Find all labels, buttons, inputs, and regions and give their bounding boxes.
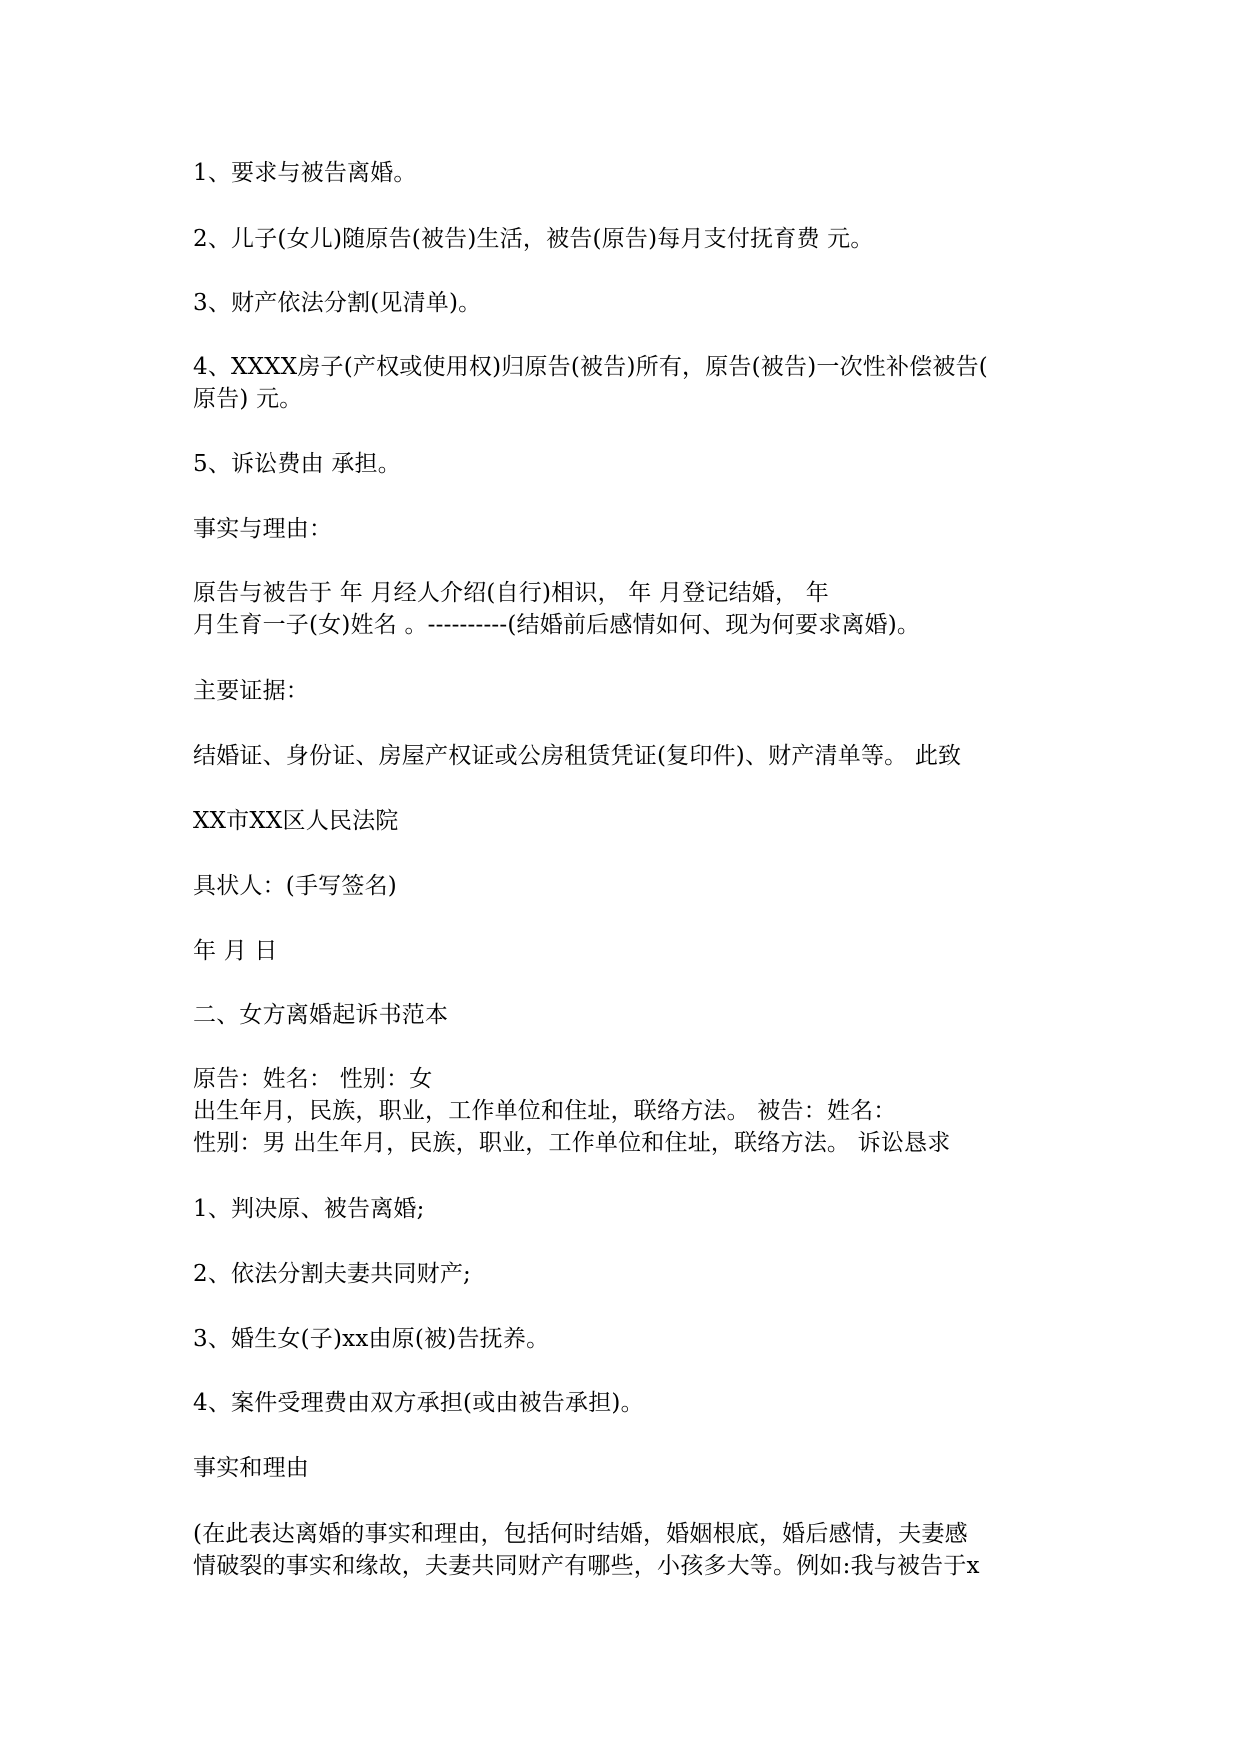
section-heading-evidence: 主要证据： bbox=[193, 678, 309, 704]
plaintiff-info-line-1: 原告：姓名： 性别：女 bbox=[193, 1066, 433, 1092]
claim-item-4-continued: 原告) 元。 bbox=[193, 386, 303, 412]
claim-item-5: 5、诉讼费由 承担。 bbox=[193, 451, 401, 477]
claim-item-3: 3、财产依法分割(见清单)。 bbox=[193, 290, 482, 316]
court-name: XX市XX区人民法院 bbox=[193, 808, 399, 834]
plaintiff-info-line-2: 出生年月，民族，职业，工作单位和住址，联络方法。 被告：姓名： bbox=[193, 1098, 897, 1124]
request-item-2: 2、依法分割夫妻共同财产; bbox=[193, 1261, 471, 1287]
claim-item-2: 2、儿子(女儿)随原告(被告)生活，被告(原告)每月支付抚育费 元。 bbox=[193, 226, 874, 252]
claim-item-4: 4、XXXX房子(产权或使用权)归原告(被告)所有，原告(被告)一次性补偿被告( bbox=[193, 354, 988, 380]
facts-paragraph-line-1: 原告与被告于 年 月经人介绍(自行)相识， 年 月登记结婚， 年 bbox=[193, 580, 829, 606]
section-heading-facts: 事实与理由： bbox=[193, 516, 333, 542]
request-item-3: 3、婚生女(子)xx由原(被)告抚养。 bbox=[193, 1326, 550, 1352]
facts-paragraph-line-2: 月生育一子(女)姓名 。----------(结婚前后感情如何、现为何要求离婚)。 bbox=[193, 612, 921, 638]
claim-item-1: 1、要求与被告离婚。 bbox=[193, 160, 417, 186]
request-item-1: 1、判决原、被告离婚; bbox=[193, 1196, 425, 1222]
section-heading-facts-reasons: 事实和理由 bbox=[193, 1455, 309, 1481]
defendant-info-line: 性别：男 出生年月，民族，职业，工作单位和住址，联络方法。 诉讼恳求 bbox=[193, 1130, 951, 1156]
signature-line: 具状人：(手写签名) bbox=[193, 873, 397, 899]
date-line: 年 月 日 bbox=[193, 938, 278, 964]
reasons-paragraph-line-2: 情破裂的事实和缘故，夫妻共同财产有哪些，小孩多大等。例如:我与被告于x bbox=[193, 1553, 980, 1579]
reasons-paragraph-line-1: (在此表达离婚的事实和理由，包括何时结婚，婚姻根底，婚后感情，夫妻感 bbox=[193, 1521, 968, 1547]
request-item-4: 4、案件受理费由双方承担(或由被告承担)。 bbox=[193, 1390, 644, 1416]
evidence-list: 结婚证、身份证、房屋产权证或公房租赁凭证(复印件)、财产清单等。 此致 bbox=[193, 743, 962, 769]
section-heading-female-template: 二、女方离婚起诉书范本 bbox=[193, 1002, 449, 1028]
